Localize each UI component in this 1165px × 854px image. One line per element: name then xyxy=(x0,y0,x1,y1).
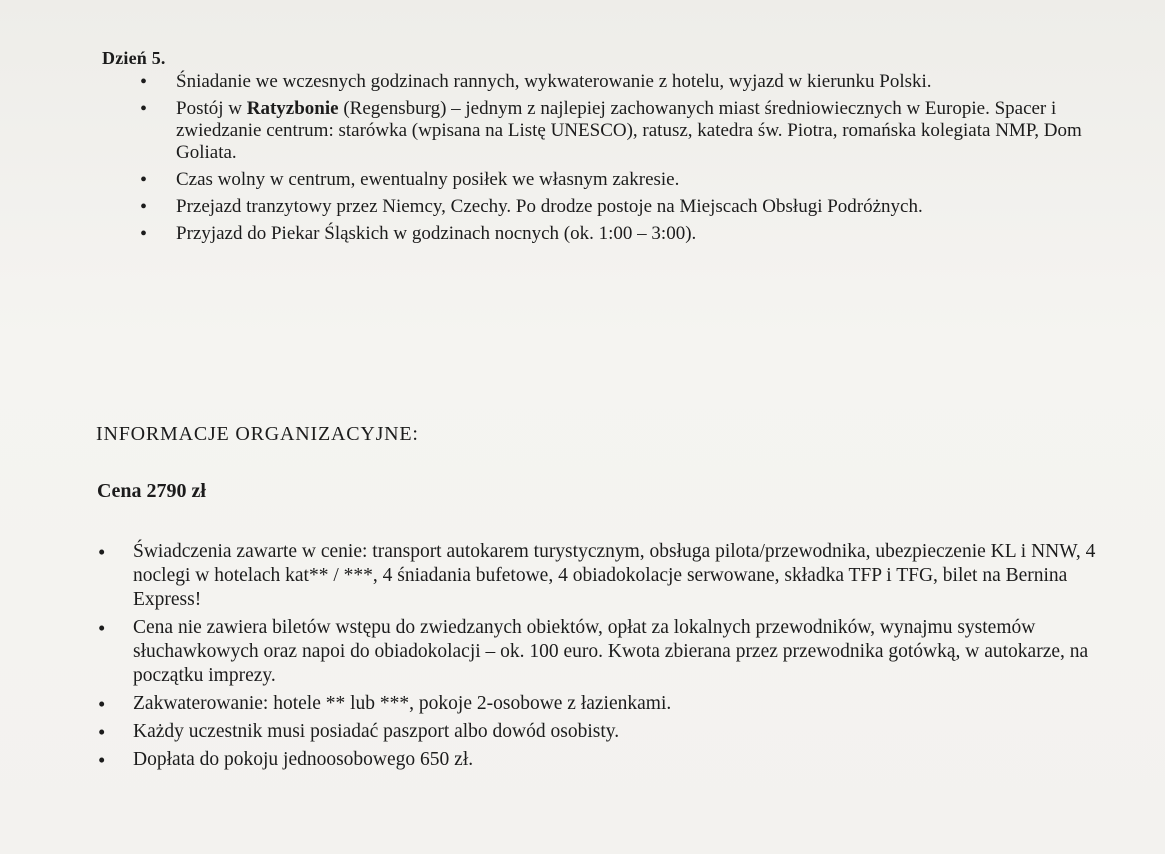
list-item-text: Przejazd tranzytowy przez Niemcy, Czechy. Po drodze postoje na Miejscach Obsługi Podróżnych. xyxy=(176,196,923,217)
list-item: • Świadczenia zawarte w cenie: transport autokarem turystycznym, obsługa pilota/przewodnika, ubezpieczenie KL i NNW, 4 noclegi w hotelach kat** / ***, 4 śniadania bufetowe, 4 obiadokolacje serwowane, składka TFP i TFG, bilet na Bernina Express! xyxy=(96,540,1136,612)
day-title: Dzień 5. xyxy=(102,48,166,68)
list-item: • Każdy uczestnik musi posiadać paszport albo dowód osobisty. xyxy=(96,720,1136,744)
list-item xyxy=(140,98,1100,164)
day-itinerary-list xyxy=(100,71,1100,245)
info-heading: INFORMACJE ORGANIZACYJNE: xyxy=(96,423,419,445)
day-section xyxy=(100,48,1100,250)
list-item: • Zakwaterowanie: hotele ** lub ***, pokoje 2-osobowe z łazienkami. xyxy=(96,692,1136,716)
list-item-text: Czas wolny w centrum, ewentualny posiłek we własnym zakresie. xyxy=(176,169,680,190)
list-item: • Cena nie zawiera biletów wstępu do zwiedzanych obiektów, opłat za lokalnych przewodników, wynajmu systemów słuchawkowych oraz napoi do obiadokolacji – ok. 100 euro. Kwota zbierana przez przewodnika gotówką, w autokarze, na początku imprezy. xyxy=(96,616,1136,688)
list-item-text: Postój w xyxy=(176,98,247,119)
list-item xyxy=(140,71,1100,93)
list-item xyxy=(140,223,1100,245)
info-section xyxy=(96,540,1136,776)
list-item xyxy=(140,196,1100,218)
list-item-bold-text: Ratyzbonie xyxy=(246,98,339,119)
list-item-text: Śniadanie we wczesnych godzinach rannych, wykwaterowanie z hotelu, wyjazd w kierunku Polski. xyxy=(176,71,932,92)
list-item xyxy=(140,169,1100,191)
price-label: Cena 2790 zł xyxy=(97,480,206,502)
info-list xyxy=(96,540,1136,772)
list-item: • Dopłata do pokoju jednoosobowego 650 zł. xyxy=(96,748,1136,772)
list-item-text: (Regensburg) – jednym z najlepiej zachowanych miast średniowiecznych w Europie. Spacer i zwiedzanie centrum: starówka (wpisana na Listę UNESCO), ratusz, katedra św. Piotra, romańska kolegiata NMP, Dom Goliata. xyxy=(176,98,1082,163)
list-item-text: Przyjazd do Piekar Śląskich w godzinach nocnych (ok. 1:00 – 3:00). xyxy=(176,223,697,244)
